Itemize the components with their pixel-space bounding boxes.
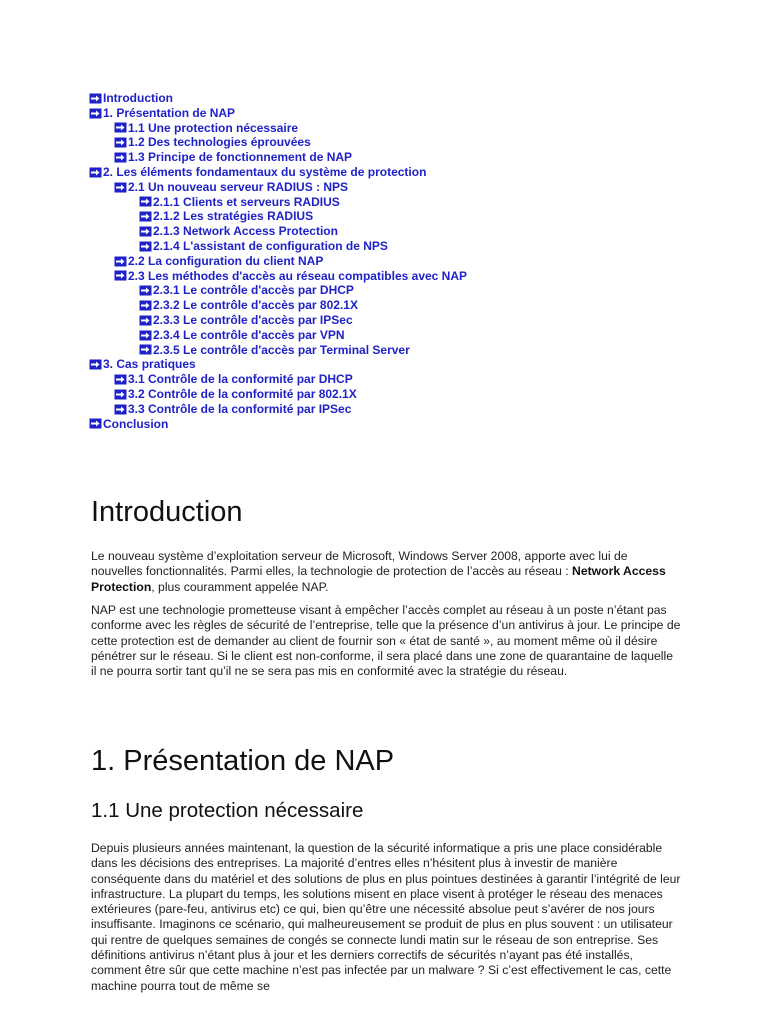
toc-item[interactable] (89, 417, 709, 432)
toc-item-label[interactable]: 1.1 Une protection nécessaire (128, 120, 299, 135)
toc-item-label[interactable]: 1.2 Des technologies éprouvées (128, 135, 311, 150)
arrow-right-icon (139, 330, 152, 341)
arrow-right-icon (139, 196, 152, 207)
arrow-right-icon (89, 359, 102, 370)
arrow-right-icon (114, 270, 127, 281)
arrow-right-icon (139, 344, 152, 355)
toc-item-label[interactable]: 2.1.1 Clients et serveurs RADIUS (153, 194, 340, 209)
toc-item-label[interactable]: 3.2 Contrôle de la conformité par 802.1X (128, 386, 357, 401)
toc-item[interactable] (89, 313, 709, 328)
toc-item[interactable] (89, 283, 709, 298)
heading-section-1: 1. Présentation de NAP (91, 745, 395, 777)
heading-introduction: Introduction (91, 496, 243, 528)
arrow-right-icon (114, 374, 127, 385)
toc-item-label[interactable]: Introduction (103, 91, 173, 105)
arrow-right-icon (89, 418, 102, 429)
toc-item[interactable] (89, 224, 709, 239)
arrow-right-icon (114, 122, 127, 133)
toc-item[interactable] (89, 150, 709, 165)
arrow-right-icon (114, 152, 127, 163)
toc-item-label[interactable]: 2. Les éléments fondamentaux du système de protection (103, 164, 427, 179)
toc-item[interactable] (89, 180, 709, 195)
toc-item[interactable] (89, 209, 709, 224)
toc-item[interactable] (89, 135, 709, 150)
toc-item[interactable] (89, 121, 709, 136)
intro-p1-bold: Network Access Protection (91, 564, 666, 594)
toc-item[interactable] (89, 195, 709, 210)
toc-item-label[interactable]: 2.3.4 Le contrôle d'accès par VPN (153, 327, 345, 342)
toc-item[interactable] (89, 254, 709, 269)
toc-item[interactable] (89, 402, 709, 417)
toc-item[interactable] (89, 269, 709, 284)
toc-item[interactable] (89, 165, 709, 180)
arrow-right-icon (139, 226, 152, 237)
arrow-right-icon (114, 389, 127, 400)
toc-item-label[interactable]: 2.3.5 Le contrôle d'accès par Terminal Server (153, 342, 410, 357)
toc-item-label[interactable]: 2.1.4 L'assistant de configuration de NPS (153, 238, 388, 253)
toc-item-label[interactable]: 3.3 Contrôle de la conformité par IPSec (128, 401, 352, 416)
toc-item[interactable] (89, 343, 709, 358)
table-of-contents (89, 91, 709, 431)
arrow-right-icon (139, 241, 152, 252)
arrow-right-icon (114, 256, 127, 267)
toc-item[interactable] (89, 106, 709, 121)
arrow-right-icon (139, 315, 152, 326)
toc-item-label[interactable]: 3. Cas pratiques (103, 357, 196, 372)
toc-item-label[interactable]: 2.3.3 Le contrôle d'accès par IPSec (153, 312, 353, 327)
arrow-right-icon (114, 137, 127, 148)
toc-item[interactable] (89, 357, 709, 372)
toc-item-label[interactable]: 2.1 Un nouveau serveur RADIUS : NPS (128, 179, 349, 194)
arrow-right-icon (114, 404, 127, 415)
toc-item-label[interactable]: 3.1 Contrôle de la conformité par DHCP (128, 372, 353, 387)
toc-item-label[interactable]: 1.3 Principe de fonctionnement de NAP (128, 150, 353, 165)
toc-item-label[interactable]: Conclusion (103, 416, 169, 431)
intro-paragraph-2: NAP est une technologie prometteuse visant à empêcher l’accès complet au réseau à un poste n’étant pas conforme avec les règles de sécurité de l’entreprise, telle que la présence d’un antivirus à jour. Le principe de cette protection est de demander au client de fournir son « état de santé », au moment même où il désire pénétrer sur le réseau. Si le client est non-conforme, il sera placé dans une zone de quarantaine de laquelle il ne pourra sortir tant qu’il ne se sera pas mis en conformité avec la stratégie du réseau. (91, 603, 681, 679)
arrow-right-icon (139, 300, 152, 311)
toc-item-label[interactable]: 2.3.2 Le contrôle d'accès par 802.1X (153, 298, 358, 313)
intro-p1-text: Le nouveau système d’exploitation serveur de Microsoft, Windows Server 2008, apporte avec lui de nouvelles fonctionnalités. Parmi elles, la technologie de protection de l’accès au réseau : (91, 549, 628, 579)
toc-item-label[interactable]: 2.1.2 Les stratégies RADIUS (153, 209, 314, 224)
arrow-right-icon (114, 182, 127, 193)
toc-item-label[interactable]: 2.3.1 Le contrôle d'accès par DHCP (153, 283, 354, 298)
toc-item[interactable] (89, 372, 709, 387)
toc-item[interactable] (89, 91, 709, 106)
toc-item[interactable] (89, 328, 709, 343)
section-1-1-paragraph: Depuis plusieurs années maintenant, la question de la sécurité informatique a pris une place considérable dans les décisions des entreprises. La majorité d’entres elles n’hésitent plus à investir de manière conséquente dans du matériel et des solutions de plus en plus pointues destinées à garantir l’intégrité de leur infrastructure. La plupart du temps, les solutions misent en place visent à protéger le réseau des menaces extérieures (pare-feu, antivirus etc) ce qui, bien qu’être une nécessité absolue peut s’avérer de nos jours insuffisante. Imaginons ce scénario, qui malheureusement se produit de plus en plus souvent : un utilisateur qui rentre de quelques semaines de congés se connecte lundi matin sur le réseau de son entreprise. Ses définitions antivirus n’étant plus à jour et les derniers correctifs de sécurités n’ayant pas été installés, comment être sûr que cette machine n’est pas infectée par un malware ? Si c’est effectivement le cas, cette machine pourra tout de même se (91, 841, 681, 993)
arrow-right-icon (139, 211, 152, 222)
toc-item-label[interactable]: 2.1.3 Network Access Protection (153, 224, 338, 239)
arrow-right-icon (89, 167, 102, 178)
arrow-right-icon (89, 108, 102, 119)
toc-item[interactable] (89, 239, 709, 254)
arrow-right-icon (139, 285, 152, 296)
toc-item-label[interactable]: 1. Présentation de NAP (103, 105, 236, 120)
toc-item[interactable] (89, 298, 709, 313)
heading-subsection-1-1: 1.1 Une protection nécessaire (91, 799, 364, 822)
toc-item-label[interactable]: 2.3 Les méthodes d'accès au réseau compatibles avec NAP (128, 268, 468, 283)
toc-item[interactable] (89, 387, 709, 402)
intro-p1-text-end: , plus couramment appelée NAP. (151, 579, 329, 594)
intro-paragraph-1 (91, 549, 681, 595)
toc-item-label[interactable]: 2.2 La configuration du client NAP (128, 253, 324, 268)
arrow-right-icon (89, 93, 102, 104)
